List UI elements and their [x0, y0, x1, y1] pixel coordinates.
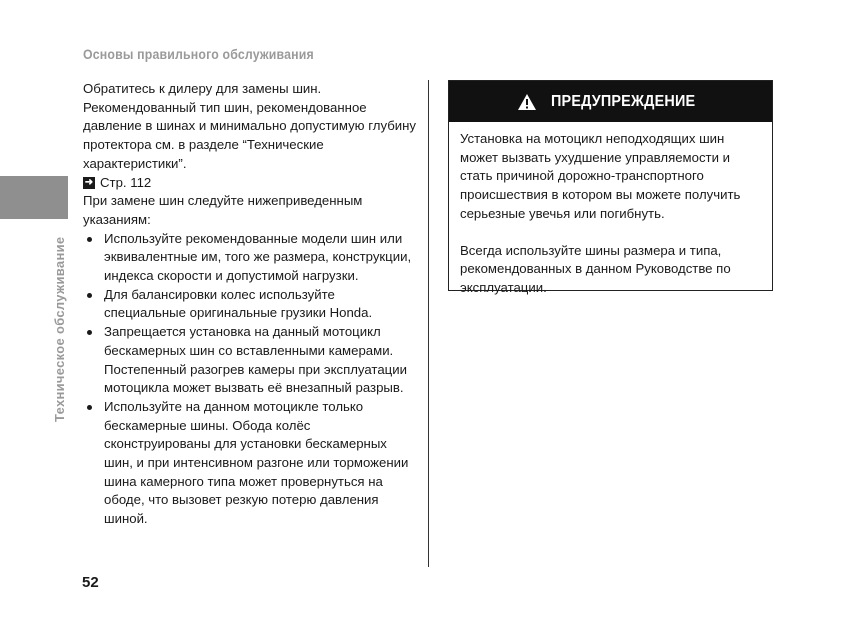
warning-box [448, 80, 773, 295]
warning-title: ПРЕДУПРЕЖДЕНИЕ [551, 92, 696, 110]
list-item: Запрещается установка на данный мотоцикл бескамерных шин со вставленными камерами. Постепенный разогрев камеры при эксплуатации мотоцикла может вызвать её внезапный разрыв. [83, 323, 418, 398]
section-title: Основы правильного обслуживания [83, 46, 314, 62]
page-reference-text: Стр. 112 [100, 174, 152, 190]
list-item: Используйте рекомендованные модели шин или эквивалентные им, того же размера, конструкции, индекса скорости и допустимой нагрузки. [83, 230, 418, 286]
list-item: Используйте на данном мотоцикле только бескамерные шины. Обода колёс сконструированы для установки бескамерных шин, и при интенсивном разгоне или торможении шина камерного типа может провернуться на ободе, что вызовет резкую потерю давления шиной. [83, 398, 418, 529]
column-divider [428, 80, 429, 567]
arrow-right-icon: ➜ [84, 176, 94, 188]
left-column [83, 80, 418, 529]
page-reference [83, 174, 418, 193]
section-tab-marker [0, 176, 68, 219]
page-number: 52 [82, 574, 99, 591]
instruction-list [83, 230, 418, 529]
warning-header [449, 81, 772, 122]
warning-body [449, 122, 772, 298]
lead-paragraph: При замене шин следуйте нижеприведенным указаниям: [83, 193, 363, 227]
warning-paragraph: Установка на мотоцикл неподходящих шин может вызвать ухудшение управляемости и стать причиной дорожно-транспортного происшествия в котором вы можете получить серьезные увечья или погибнуть. [460, 131, 741, 221]
intro-paragraph: Обратитесь к дилеру для замены шин. Рекомендованный тип шин, рекомендованное давление в шинах и минимально допустимую глубину протектора см. в разделе “Технические характеристики”. [83, 81, 416, 171]
side-section-label: Техническое обслуживание [52, 236, 67, 422]
list-item: Для балансировки колес используйте специальные оригинальные грузики Honda. [83, 286, 418, 323]
warning-paragraph: Всегда используйте шины размера и типа, рекомендованных в данном Руководстве по эксплуатации. [460, 242, 731, 295]
warning-triangle-icon [517, 93, 537, 111]
